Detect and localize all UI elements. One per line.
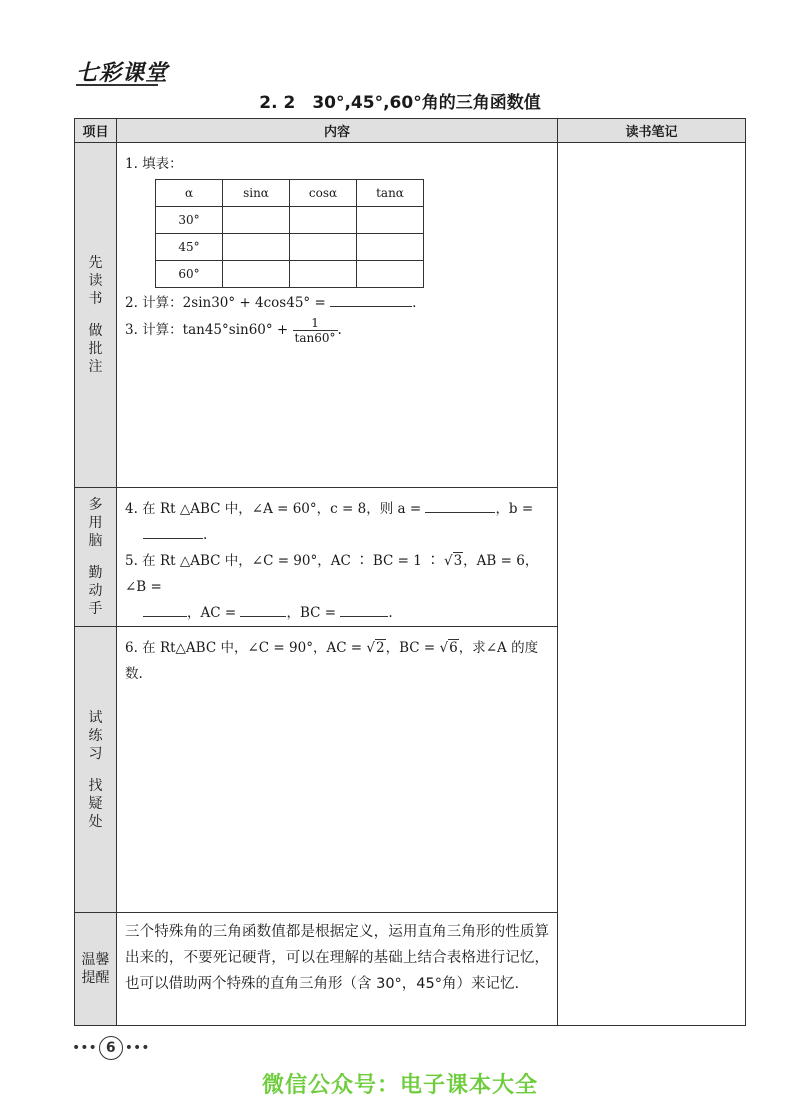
q5-end: . — [388, 605, 393, 621]
q5-bc: ，BC = — [286, 605, 341, 621]
fill-table — [155, 179, 424, 288]
page-dots-left: ••• — [72, 1040, 97, 1056]
watermark: 微信公众号：电子课本大全 — [261, 1073, 538, 1098]
q3-numerator: 1 — [293, 316, 338, 331]
q5-cont — [125, 600, 549, 626]
section-label-tip-text: 温馨提醒 — [81, 952, 110, 986]
section-label-read-b: 做批注 — [88, 323, 103, 375]
q5-ac: ，AC = — [187, 605, 241, 621]
q4-end: . — [203, 527, 208, 543]
section-read-content — [117, 143, 558, 488]
fill-cell[interactable] — [357, 234, 424, 261]
fill-cell[interactable] — [223, 234, 290, 261]
q4-cont — [125, 522, 549, 548]
fill-row-label: 60° — [156, 261, 223, 288]
fill-cell[interactable] — [290, 261, 357, 288]
section-think-content — [117, 488, 558, 627]
notes-column[interactable] — [558, 143, 746, 1026]
q1-prompt: 1. 填表： — [125, 156, 183, 172]
fill-header: cosα — [290, 180, 357, 207]
section-label-practice-a: 试练习 — [88, 709, 103, 762]
fill-header: sinα — [223, 180, 290, 207]
page-dots-right: ••• — [124, 1040, 150, 1056]
fill-header: tanα — [357, 180, 424, 207]
fill-cell[interactable] — [290, 234, 357, 261]
fill-header: α — [156, 180, 223, 207]
study-table — [74, 118, 746, 1026]
tip-content: 三个特殊角的三角函数值都是根据定义，运用直角三角形的性质算出来的，不要死记硬背，可以在理解的基础上结合表格进行记忆，也可以借助两个特殊的直角三角形（含 30°，45°角）来记忆. — [117, 913, 558, 1026]
section-label-think-b: 勤动手 — [88, 565, 103, 617]
section-label-practice — [75, 627, 117, 913]
q4-blank-b[interactable] — [143, 522, 203, 539]
q6-text-b: ，BC = — [385, 640, 440, 656]
q5-sqrt-value: 3 — [453, 553, 463, 569]
q5-blank-ac[interactable] — [240, 600, 286, 617]
fill-cell[interactable] — [223, 207, 290, 234]
q2-end: . — [412, 295, 417, 311]
q3-denominator: tan60° — [294, 331, 336, 345]
q5-text-b: ，AB = 6，∠B = — [125, 553, 539, 595]
header-item: 项目 — [75, 119, 117, 143]
q5-sqrt-sign: √ — [443, 553, 453, 569]
section-label-read-a: 先读书 — [88, 255, 103, 307]
q2 — [125, 290, 549, 316]
section-label-tip — [75, 913, 117, 1026]
q3-end: . — [337, 322, 342, 338]
fill-cell[interactable] — [290, 207, 357, 234]
section-label-think — [75, 488, 117, 627]
fill-cell[interactable] — [223, 261, 290, 288]
q5 — [125, 548, 549, 600]
q5-blank-b[interactable] — [143, 600, 187, 617]
brand-logo: 七彩课堂 — [76, 61, 169, 86]
q6-text-c: ，求∠A 的度数. — [125, 640, 539, 682]
fill-row-label: 45° — [156, 234, 223, 261]
logo-underline — [76, 84, 158, 86]
q6-text-a: 6. 在 Rt△ABC 中，∠C = 90°，AC = — [125, 640, 367, 656]
q6-sqrt-value-2: 6 — [449, 640, 458, 656]
q5-text-a: 5. 在 Rt △ABC 中，∠C = 90°，AC ∶ BC = 1 ∶ — [125, 553, 444, 569]
q4-blank-a[interactable] — [425, 496, 495, 513]
section-label-practice-b: 找疑处 — [88, 777, 103, 830]
header-notes: 读书笔记 — [558, 119, 746, 143]
page-number-value: 6 — [99, 1036, 123, 1060]
q3-fraction — [293, 316, 338, 345]
section-label-read — [75, 143, 117, 488]
section-label-think-a: 多用脑 — [88, 497, 103, 549]
q2-text: 2. 计算：2sin30° + 4cos45° = — [125, 295, 331, 311]
q6-sqrt-sign-1: √ — [366, 640, 376, 656]
fill-row-label: 30° — [156, 207, 223, 234]
fill-cell[interactable] — [357, 261, 424, 288]
q4 — [125, 496, 549, 522]
fill-cell[interactable] — [357, 207, 424, 234]
q4-mid: ，b = — [495, 501, 534, 517]
q2-blank[interactable] — [330, 290, 412, 307]
q5-blank-bc[interactable] — [340, 600, 388, 617]
q6-sqrt-value-1: 2 — [376, 640, 385, 656]
header-content: 内容 — [117, 119, 558, 143]
q6 — [125, 635, 549, 687]
q6-sqrt-sign-2: √ — [439, 640, 449, 656]
q3-text: 3. 计算：tan45°sin60° + — [125, 322, 293, 338]
page-number — [72, 1036, 150, 1060]
q4-text: 4. 在 Rt △ABC 中，∠A = 60°，c = 8，则 a = — [125, 501, 426, 517]
q3 — [125, 316, 549, 345]
section-practice-content[interactable] — [117, 627, 558, 913]
page-title: 2. 2 30°,45°,60°角的三角函数值 — [259, 93, 541, 113]
